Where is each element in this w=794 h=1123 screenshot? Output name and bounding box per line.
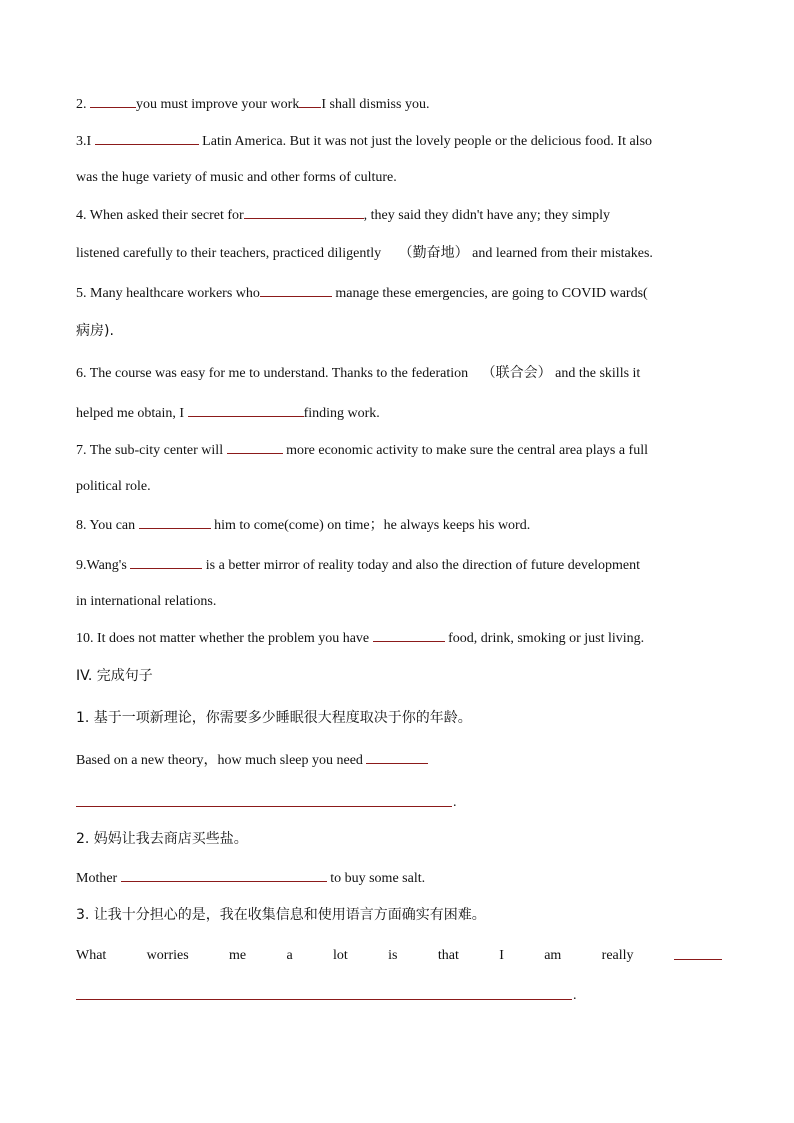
sentence-1-prompt: 1. 基于一项新理论，你需要多少睡眠很大程度取决于你的年龄。 [76, 710, 472, 726]
answer-blank[interactable] [95, 132, 199, 145]
question-10: 10. It does not matter whether the problem you have food, drink, smoking or just living. [76, 631, 645, 646]
section-heading: IV. 完成句子 [76, 668, 153, 684]
question-6: 6. The course was easy for me to understand. Thanks to the federation （联合会） and the skills it [76, 365, 641, 381]
sentence-3: What worries me a lot is that I am really [76, 947, 722, 965]
sentence-3-prompt: 3. 让我十分担心的是，我在收集信息和使用语言方面确实有困难。 [76, 907, 486, 923]
answer-line[interactable] [76, 999, 572, 1000]
sentence-3-end: . [573, 988, 577, 1003]
answer-blank[interactable] [188, 404, 304, 417]
answer-blank[interactable] [674, 947, 722, 960]
question-2: 2. you must improve your work I shall dismiss you. [76, 97, 430, 112]
answer-blank[interactable] [373, 629, 445, 642]
question-7-line-2: political role. [76, 479, 151, 494]
answer-blank[interactable] [227, 441, 283, 454]
question-7: 7. The sub-city center will more economic activity to make sure the central area plays a full [76, 443, 648, 458]
question-8: 8. You can him to come(come) on time；he always keeps his word. [76, 518, 531, 533]
sentence-1: Based on a new theory，how much sleep you need [76, 751, 428, 770]
answer-blank[interactable] [260, 284, 332, 297]
question-4: 4. When asked their secret for , they said they didn't have any; they simply [76, 208, 610, 223]
answer-line[interactable] [76, 806, 452, 807]
question-9-line-2: in international relations. [76, 594, 217, 609]
answer-blank[interactable] [90, 95, 136, 108]
answer-blank[interactable] [121, 869, 327, 882]
answer-blank[interactable] [130, 556, 202, 569]
question-3: 3.I Latin America. But it was not just the lovely people or the delicious food. It also [76, 134, 653, 149]
question-6-line-2: helped me obtain, I finding work. [76, 406, 380, 421]
answer-blank[interactable] [299, 95, 321, 108]
question-4-line-2: listened carefully to their teachers, practiced diligently （勤奋地） and learned from their mistakes. [76, 245, 653, 261]
answer-blank[interactable] [139, 516, 211, 529]
sentence-1-end: . [453, 795, 457, 810]
answer-blank[interactable] [366, 751, 428, 764]
question-9: 9.Wang's is a better mirror of reality today and also the direction of future development [76, 558, 641, 573]
sentence-2: Mother to buy some salt. [76, 871, 426, 886]
answer-blank[interactable] [244, 206, 364, 219]
question-3-line-2: was the huge variety of music and other forms of culture. [76, 170, 397, 185]
question-5-line-2: 病房). [76, 323, 114, 339]
sentence-2-prompt: 2. 妈妈让我去商店买些盐。 [76, 831, 248, 847]
question-5: 5. Many healthcare workers who manage these emergencies, are going to COVID wards( [76, 286, 648, 301]
